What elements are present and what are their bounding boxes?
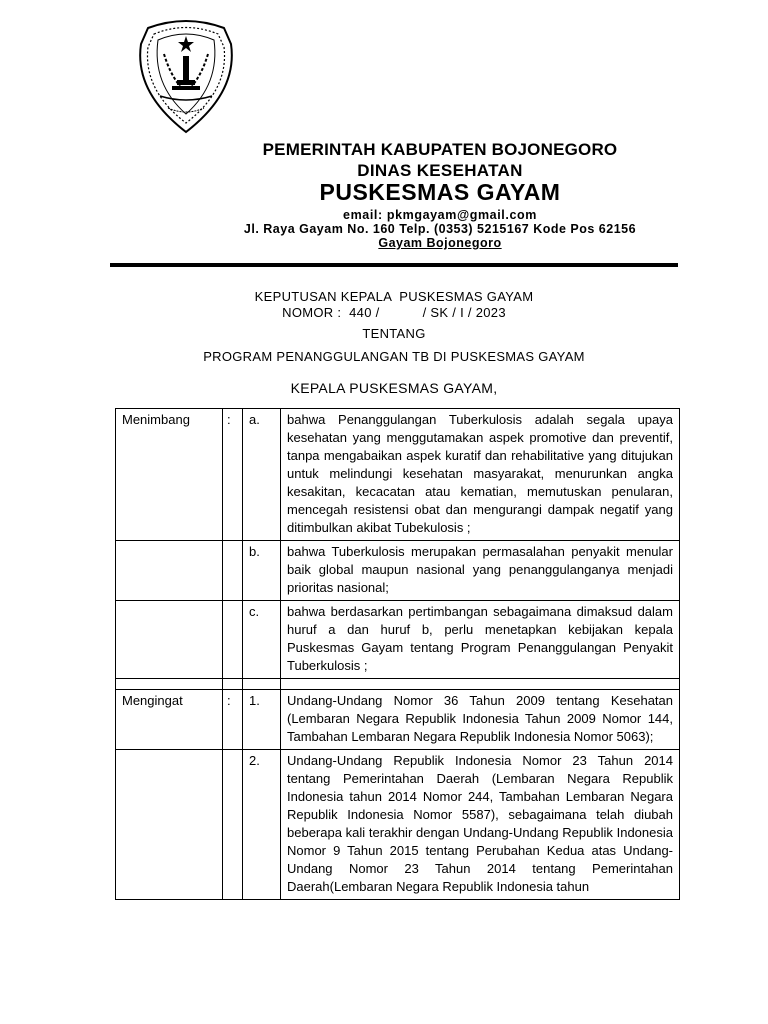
table-row xyxy=(116,690,680,750)
city-line: Gayam Bojonegoro xyxy=(378,236,502,250)
decree-title: KEPUTUSAN KEPALA PUSKESMAS GAYAM xyxy=(254,289,534,304)
item-marker: a. xyxy=(243,409,281,541)
table-row xyxy=(116,541,680,601)
section-label-mengingat: Mengingat xyxy=(116,690,223,750)
table-spacer-row xyxy=(116,679,680,690)
empty-cell xyxy=(116,750,223,900)
empty-cell xyxy=(223,750,243,900)
decree-issuer: KEPALA PUSKESMAS GAYAM, xyxy=(290,380,498,396)
address-line: Jl. Raya Gayam No. 160 Telp. (0353) 5215167 Kode Pos 62156 xyxy=(243,222,637,236)
empty-cell xyxy=(223,541,243,601)
item-text: Undang-Undang Nomor 36 Tahun 2009 tentang Kesehatan (Lembaran Negara Republik Indonesia Tahun 2009 Nomor 144, Tambahan Lembaran Negara Republik Indonesia Nomor 5063); xyxy=(281,690,680,750)
government-name: PEMERINTAH KABUPATEN BOJONEGORO xyxy=(262,140,618,159)
empty-cell xyxy=(116,601,223,679)
table-row xyxy=(116,409,680,541)
empty-cell xyxy=(116,541,223,601)
item-text: bahwa Tuberkulosis merupakan permasalahan penyakit menular baik global maupun nasional yang penanggulanganya menjadi prioritas nasional; xyxy=(281,541,680,601)
decree-number: NOMOR : 440 / / SK / I / 2023 xyxy=(282,305,506,320)
item-marker: b. xyxy=(243,541,281,601)
item-marker: 1. xyxy=(243,690,281,750)
regency-emblem-logo xyxy=(134,14,238,136)
decree-subject: PROGRAM PENANGGULANGAN TB DI PUSKESMAS GAYAM xyxy=(203,349,585,364)
decree-about: TENTANG xyxy=(362,326,426,341)
section-colon: : xyxy=(223,409,243,541)
decree-table xyxy=(115,408,680,900)
table-row xyxy=(116,601,680,679)
section-colon: : xyxy=(223,690,243,750)
empty-cell xyxy=(223,601,243,679)
item-marker: c. xyxy=(243,601,281,679)
item-text: bahwa Penanggulangan Tuberkulosis adalah segala upaya kesehatan yang menggutamakan aspek promotive dan preventif, tanpa mengabaikan aspek kuratif dan rehabilitative yang ditujukan untuk melindungi kesehatan masyarakat, menurunkan angka kesakitan, kecacatan atau kematian, memutuskan penularan, mencegah resistensi obat dan mengurangi dampak negatif yang ditimbulkan akibat Tubekulosis ; xyxy=(281,409,680,541)
table-row xyxy=(116,750,680,900)
puskesmas-name: PUSKESMAS GAYAM xyxy=(319,179,561,205)
letterhead-divider xyxy=(110,263,678,267)
agency-name: DINAS KESEHATAN xyxy=(357,161,523,180)
item-text: Undang-Undang Republik Indonesia Nomor 23 Tahun 2014 tentang Pemerintahan Daerah (Lembaran Negara Republik Indonesia tahun 2014 Nomor 244, Tambahan Lembaran Negara Republik Indonesia Nomor 5587), sebagaimana telah diubah beberapa kali terakhir dengan Undang-Undang Republik Indonesia Nomor 9 Tahun 2015 tentang Perubahan Kedua atas Undang-Undang Nomor 23 Tahun 2014 tentang Pemerintahan Daerah(Lembaran Negara Republik Indonesia tahun xyxy=(281,750,680,900)
item-marker: 2. xyxy=(243,750,281,900)
section-label-menimbang: Menimbang xyxy=(116,409,223,541)
item-text: bahwa berdasarkan pertimbangan sebagaimana dimaksud dalam huruf a dan huruf b, perlu menetapkan kebijakan kepala Puskesmas Gayam tentang Program Penanggulangan Penyakit Tuberkulosis ; xyxy=(281,601,680,679)
email-line: email: pkmgayam@gmail.com xyxy=(343,208,537,222)
